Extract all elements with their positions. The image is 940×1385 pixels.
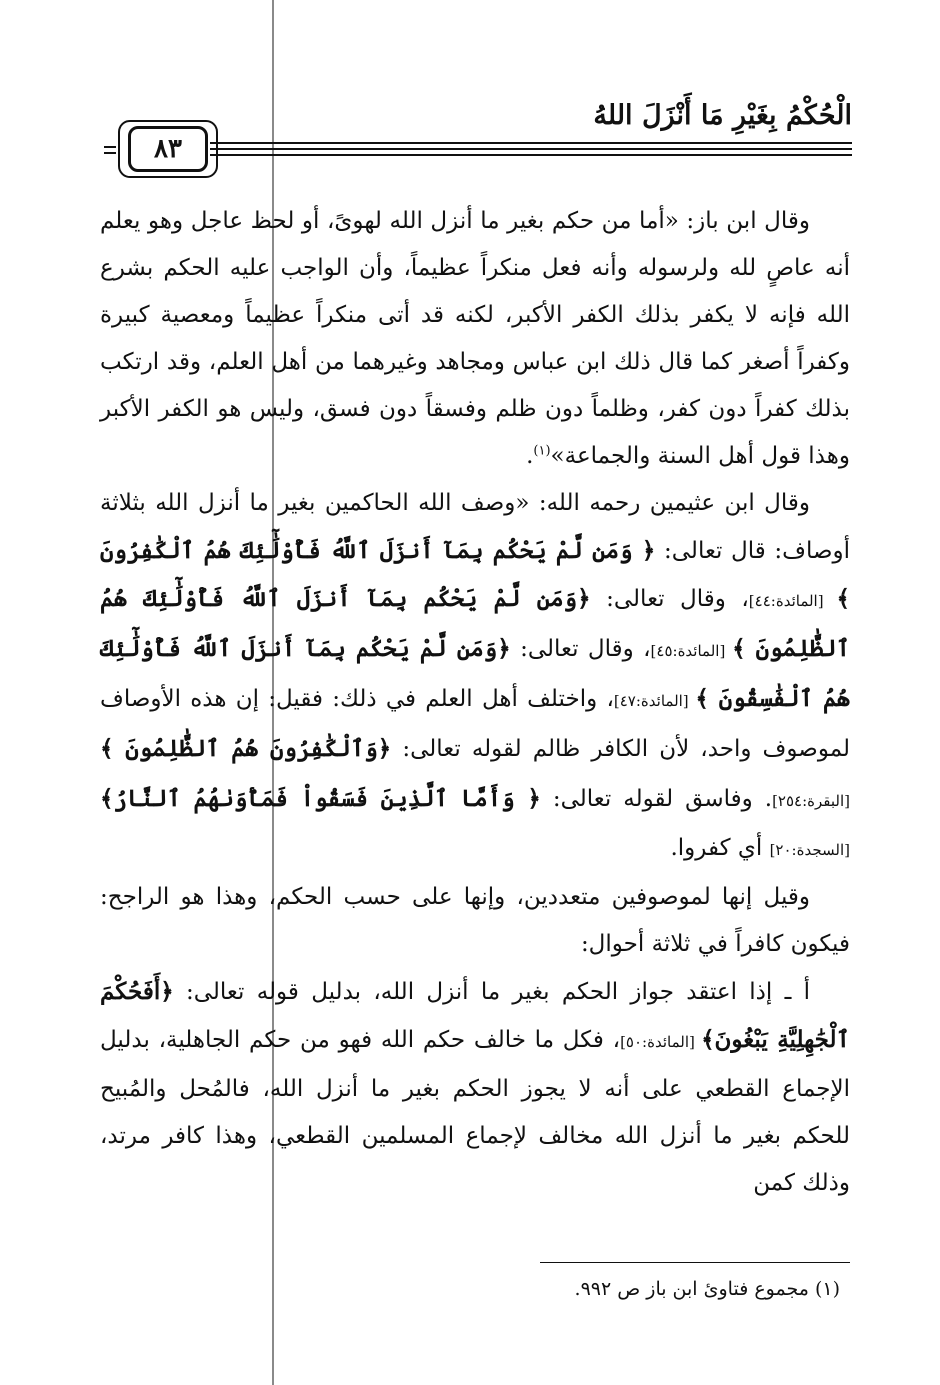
paragraph-ibn-uthaymin — [100, 480, 850, 874]
text-segment: ، وقال تعالى: — [510, 636, 651, 662]
text-segment: ، واختلف أهل العلم في ذلك: فقيل: إن هذه الأوصاف لموصوف واحد، لأن الكافر ظالم لقوله تعالى: — [100, 686, 851, 762]
paragraph-text: وقيل إنها لموصوفين متعددين، وإنها على حسب الحكم، وهذا هو الراجح: فيكون كافراً في ثلاثة أحوال: — [100, 884, 850, 957]
header-rule — [104, 152, 116, 154]
verse-reference: [السجدة:٢٠] — [769, 841, 850, 859]
text-segment: أي كفروا. — [670, 835, 770, 861]
body-text — [100, 198, 850, 1207]
text-segment: أ ـ إذا اعتقد جواز الحكم بغير ما أنزل الله، بدليل قوله تعالى: — [173, 979, 810, 1005]
text-segment: ، وقال تعالى: — [590, 586, 749, 612]
verse-reference: [المائدة:٥٠] — [620, 1033, 702, 1051]
footnote-marker: (١) — [533, 443, 551, 459]
quran-verse: ﴿وَمَن لَّمْ يَحْكُم بِمَآ أَنزَلَ ٱللَّهُ فَأُوْلَٰٓئِكَ هُمُ ٱلْفَٰسِقُونَ ﴾ — [100, 635, 851, 712]
page-number: ٨٣ — [128, 126, 208, 172]
footnote-divider — [540, 1262, 850, 1263]
quran-verse: ﴿ وَمَن لَّمْ يَحْكُم بِمَآ أَنزَلَ ٱللَّهُ فَأُوْلَٰٓئِكَ هُمُ ٱلْكَٰفِرُونَ ﴾ — [100, 537, 851, 612]
paragraph-preferred-view — [100, 874, 850, 968]
quran-verse: ﴿وَٱلْكَٰفِرُونَ هُمُ ٱلظَّٰلِمُونَ ﴾ — [100, 735, 392, 762]
quran-verse: ﴿وَمَن لَّمْ يَحْكُم بِمَآ أَنزَلَ ٱللَّهُ فَأُوْلَٰٓئِكَ هُمُ ٱلظَّٰلِمُونَ ﴾ — [100, 585, 851, 662]
header-rule — [210, 148, 852, 150]
header-rule — [104, 146, 116, 148]
paragraph-tail: . — [526, 443, 534, 469]
text-segment: ، فكل ما خالف حكم الله فهو من حكم الجاهلية، بدليل الإجماع القطعي على أنه لا يجوز الحكم بغير ما أنزل الله، فالمُحل والمُبيح للحكم بغير ما أنزل الله مخالف لإجماع المسلمين القطعي، وهذا كافر مرتد، وذلك كمن — [100, 1027, 850, 1196]
header-rule — [210, 154, 852, 156]
paragraph-case-a — [100, 968, 850, 1207]
verse-reference: [المائدة:٤٥] — [650, 642, 733, 660]
verse-reference: [المائدة:٤٤] — [748, 592, 837, 610]
page-header — [0, 0, 940, 180]
quran-verse: ﴿أَفَحُكْمَ ٱلْجَٰهِلِيَّةِ يَبْغُونَ﴾ — [100, 978, 851, 1053]
paragraph-text: وقال ابن باز: «أما من حكم بغير ما أنزل الله لهوىً، أو لحظ عاجل وهو يعلم أنه عاصٍ لله ولرسوله وأنه فعل منكراً عظيماً، وأن الواجب عليه الحكم بشرع الله فإنه لا يكفر بذلك الكفر الأكبر، لكنه قد أتى منكراً عظيماً ومعصية كبيرة وكفراً أصغر كما قال ذلك ابن عباس ومجاهد وغيرهما من أهل العلم، وقد ارتكب بذلك كفراً دون كفر، وظلماً دون ظلم وفسقاً دون فسق، وليس هو الكفر الأكبر وهذا قول أهل السنة والجماعة» — [100, 208, 850, 469]
quran-verse: ﴿ وَأَمَّا ٱلَّذِينَ فَسَقُواْ فَمَأْوَىٰهُمُ ٱلنَّارُ﴾ — [100, 785, 541, 812]
text-segment: . وفاسق لقوله تعالى: — [540, 786, 773, 812]
running-title: الْحُكْمُ بِغَيْرِ مَا أَنْزَلَ اللهُ — [593, 100, 852, 131]
header-rule — [210, 142, 852, 144]
footnote: (١) مجموع فتاوئ ابن باز ص ٩٩٢. — [574, 1278, 840, 1300]
verse-reference: [المائدة:٤٧] — [613, 692, 696, 710]
text-segment: وقال ابن عثيمين رحمه الله: «وصف الله الحاكمين بغير ما أنزل الله بثلاثة أوصاف: قال تعالى: — [100, 490, 850, 564]
paragraph-ibn-baz-quote — [100, 198, 850, 480]
verse-reference: [البقرة:٢٥٤] — [772, 792, 850, 810]
